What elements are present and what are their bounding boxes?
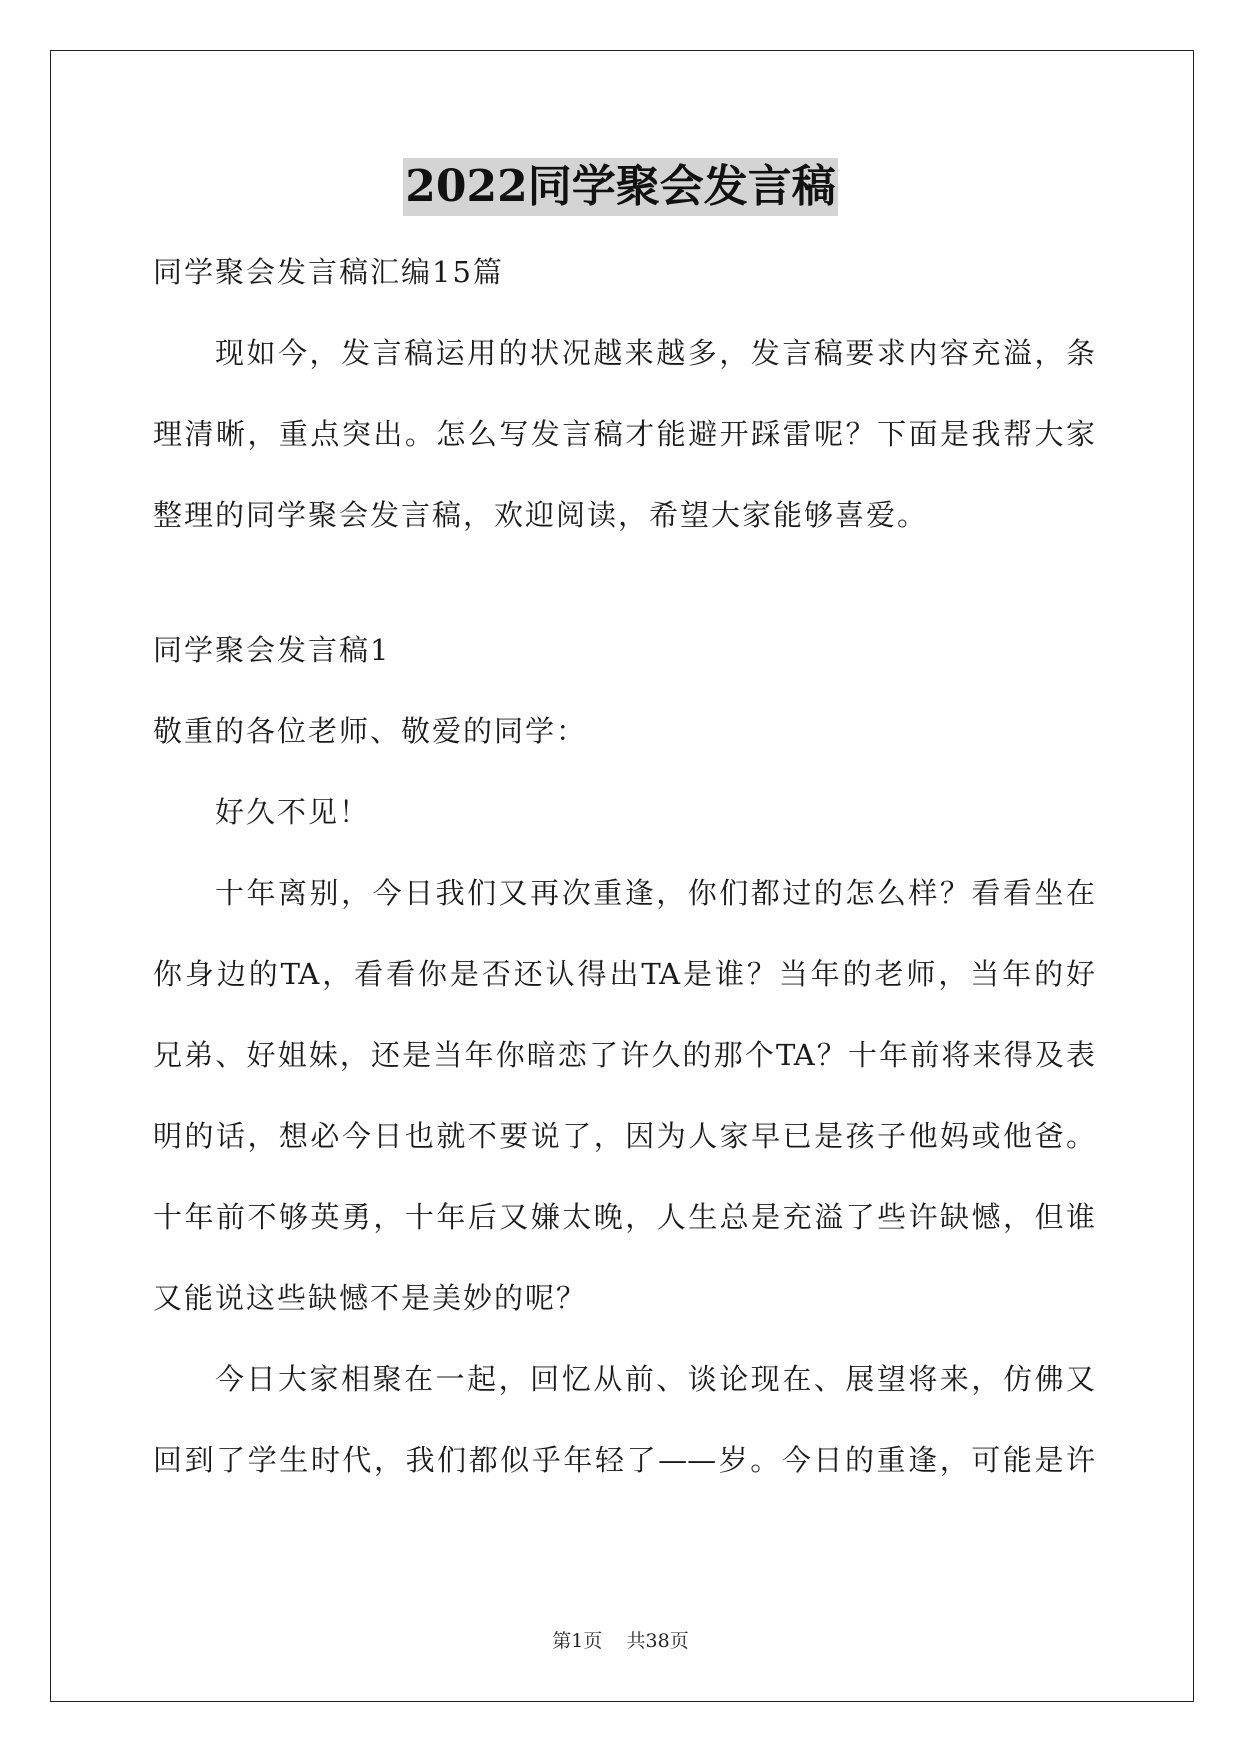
subtitle: 同学聚会发言稿汇编15篇 (153, 255, 504, 289)
intro-line: 现如今，发言稿运用的状况越来越多，发言稿要求内容充溢，条 (215, 336, 1095, 370)
paragraph-line: 兄弟、好姐妹，还是当年你暗恋了许久的那个TA？十年前将来得及表 (153, 1038, 1095, 1072)
document-body (153, 232, 1095, 1501)
paragraph-line: 十年前不够英勇，十年后又嫌太晚，人生总是充溢了些许缺憾，但谁 (153, 1200, 1095, 1234)
page-suffix: 页 (583, 1630, 603, 1652)
paragraph-line: 又能说这些缺憾不是美妙的呢？ (153, 1281, 588, 1315)
paragraph-line: 明的话，想必今日也就不要说了，因为人家早已是孩子他妈或他爸。 (153, 1119, 1095, 1153)
total-pages: 38 (645, 1630, 670, 1652)
paragraph-line: 今日大家相聚在一起，回忆从前、谈论现在、展望将来，仿佛又 (215, 1362, 1095, 1396)
document-title: 2022同学聚会发言稿 (403, 158, 837, 216)
page-number: 1 (571, 1630, 584, 1652)
greeting: 好久不见！ (215, 795, 371, 829)
paragraph-line: 十年离别，今日我们又再次重逢，你们都过的怎么样？看看坐在 (215, 876, 1095, 910)
page-prefix: 第 (552, 1630, 572, 1652)
total-suffix: 页 (669, 1630, 689, 1652)
page-footer (0, 1626, 1241, 1653)
intro-line: 理清晰，重点突出。怎么写发言稿才能避开踩雷呢？下面是我帮大家 (153, 417, 1095, 451)
total-prefix: 共 (626, 1630, 646, 1652)
salutation: 敬重的各位老师、敬爱的同学： (153, 714, 588, 748)
section-gap (153, 556, 1095, 610)
section-heading: 同学聚会发言稿1 (153, 633, 391, 667)
intro-line: 整理的同学聚会发言稿，欢迎阅读，希望大家能够喜爱。 (153, 498, 929, 532)
paragraph-line: 你身边的TA，看看你是否还认得出TA是谁？当年的老师，当年的好 (153, 957, 1095, 991)
paragraph-line: 回到了学生时代，我们都似乎年轻了——岁。今日的重逢，可能是许 (153, 1443, 1095, 1477)
title-container (0, 158, 1241, 216)
